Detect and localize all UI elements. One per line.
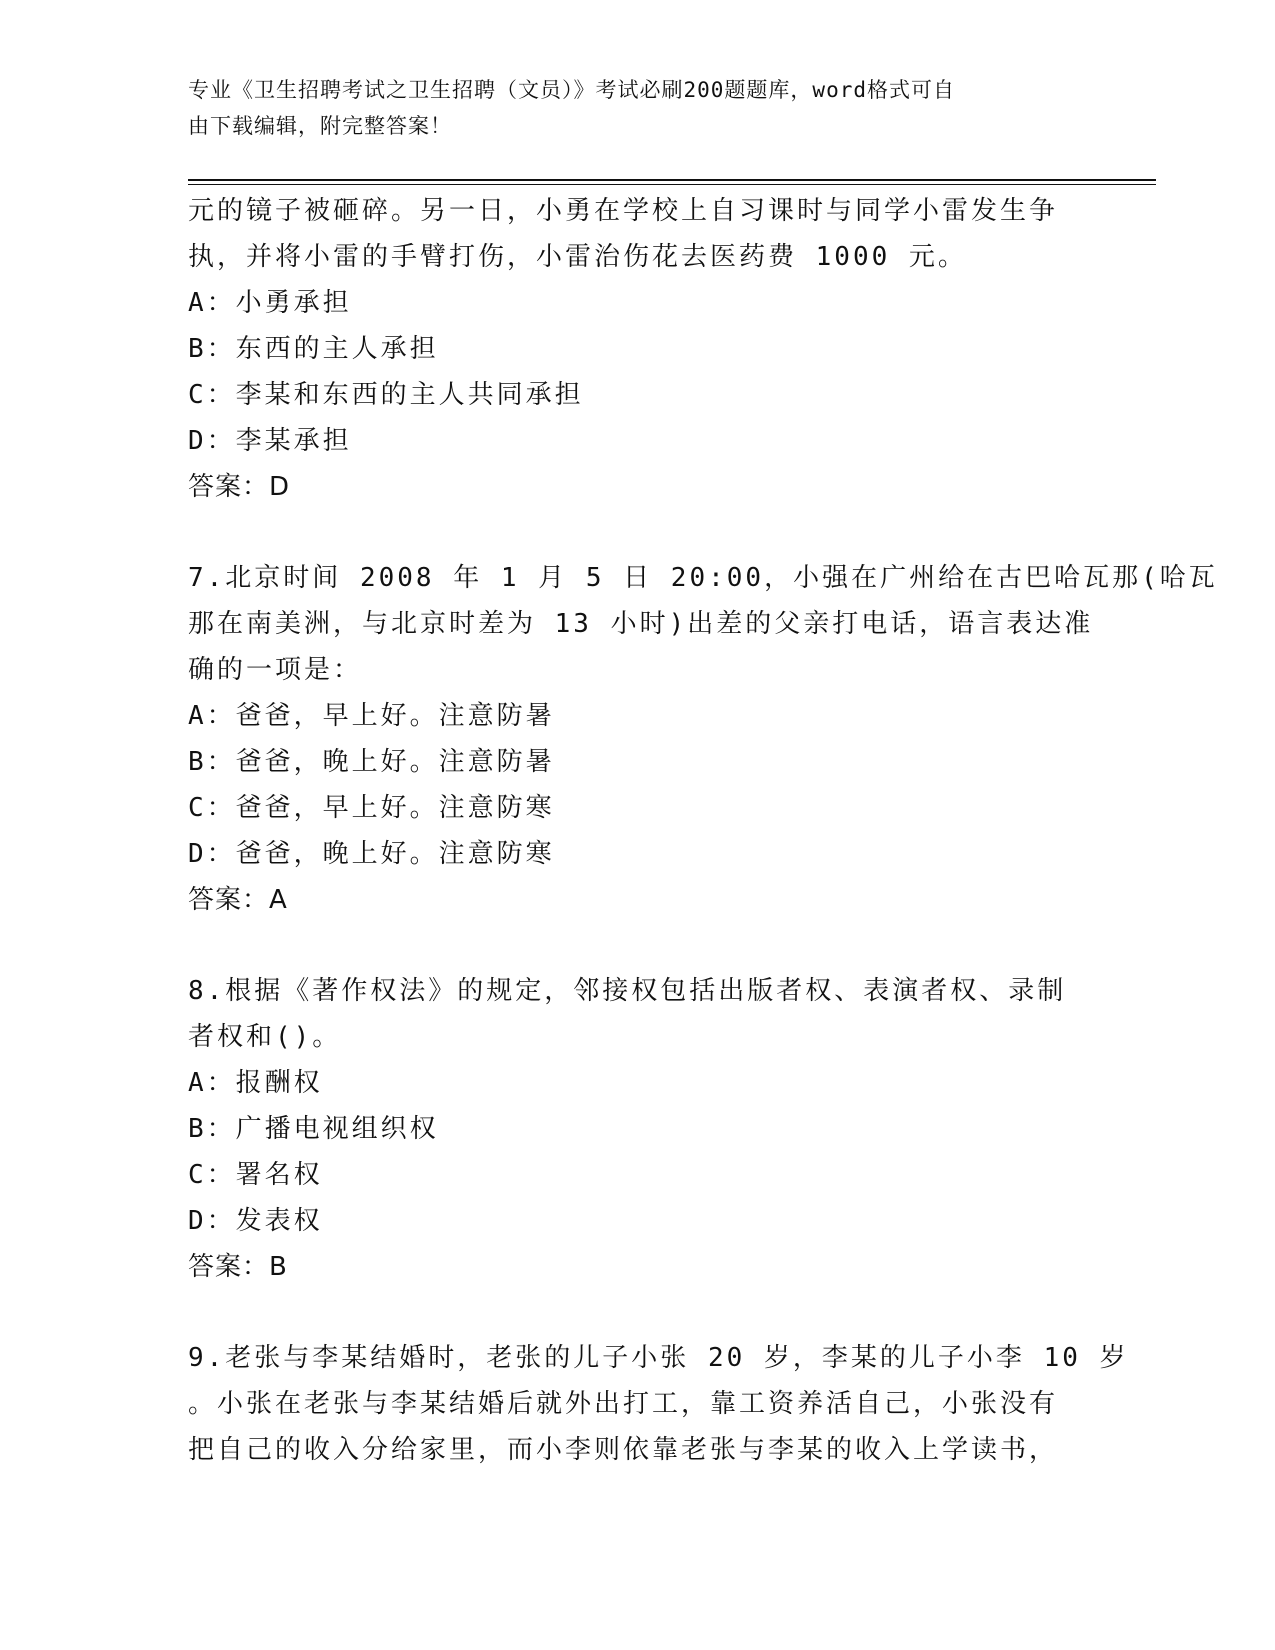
option-c: C：署名权 bbox=[188, 1160, 323, 1190]
option-b: B：东西的主人承担 bbox=[188, 334, 439, 364]
header-line-1: 专业《卫生招聘考试之卫生招聘（文员）》考试必刷200题题库，word格式可自 bbox=[188, 78, 955, 102]
question-text-line: 9.老张与李某结婚时，老张的儿子小张 20 岁，李某的儿子小李 10 岁 bbox=[188, 1343, 1129, 1373]
option-b: B：爸爸，晚上好。注意防暑 bbox=[188, 747, 555, 777]
question-text-line: 7.北京时间 2008 年 1 月 5 日 20:00，小强在广州给在古巴哈瓦那(哈瓦 bbox=[188, 563, 1218, 593]
option-d: D：发表权 bbox=[188, 1206, 323, 1236]
option-b: B：广播电视组织权 bbox=[188, 1114, 439, 1144]
question-content bbox=[188, 188, 1218, 1473]
question-spacer bbox=[188, 923, 1088, 968]
answer-line: 答案：A bbox=[188, 885, 288, 915]
question-text-line: 。小张在老张与李某结婚后就外出打工，靠工资养活自己，小张没有 bbox=[188, 1389, 1059, 1419]
header-divider-thin bbox=[188, 184, 1156, 185]
question-text-line: 8.根据《著作权法》的规定，邻接权包括出版者权、表演者权、录制 bbox=[188, 976, 1067, 1006]
question-9 bbox=[188, 1335, 1129, 1473]
question-text-line: 那在南美洲，与北京时差为 13 小时)出差的父亲打电话，语言表达准 bbox=[188, 609, 1094, 639]
option-d: D：爸爸，晚上好。注意防寒 bbox=[188, 839, 555, 869]
option-c: C：李某和东西的主人共同承担 bbox=[188, 380, 584, 410]
question-text-line: 元的镜子被砸碎。另一日，小勇在学校上自习课时与同学小雷发生争 bbox=[188, 196, 1059, 226]
header-divider-thick bbox=[188, 179, 1156, 181]
option-a: A：小勇承担 bbox=[188, 288, 352, 318]
option-d: D：李某承担 bbox=[188, 426, 352, 456]
option-a: A：报酬权 bbox=[188, 1068, 323, 1098]
question-spacer bbox=[188, 1290, 1088, 1335]
document-header bbox=[188, 72, 1068, 144]
header-line-2: 由下载编辑，附完整答案！ bbox=[188, 114, 452, 138]
option-a: A：爸爸，早上好。注意防暑 bbox=[188, 701, 555, 731]
question-8 bbox=[188, 968, 1088, 1290]
question-text-line: 确的一项是： bbox=[188, 655, 363, 685]
answer-line: 答案：D bbox=[188, 472, 291, 502]
question-spacer bbox=[188, 510, 1088, 555]
question-text-line: 者权和()。 bbox=[188, 1022, 342, 1052]
question-text-line: 执，并将小雷的手臂打伤，小雷治伤花去医药费 1000 元。 bbox=[188, 242, 967, 272]
question-6-tail bbox=[188, 188, 1088, 510]
answer-line: 答案：B bbox=[188, 1252, 288, 1282]
option-c: C：爸爸，早上好。注意防寒 bbox=[188, 793, 555, 823]
question-7 bbox=[188, 555, 1218, 923]
question-text-line: 把自己的收入分给家里，而小李则依靠老张与李某的收入上学读书， bbox=[188, 1435, 1059, 1465]
